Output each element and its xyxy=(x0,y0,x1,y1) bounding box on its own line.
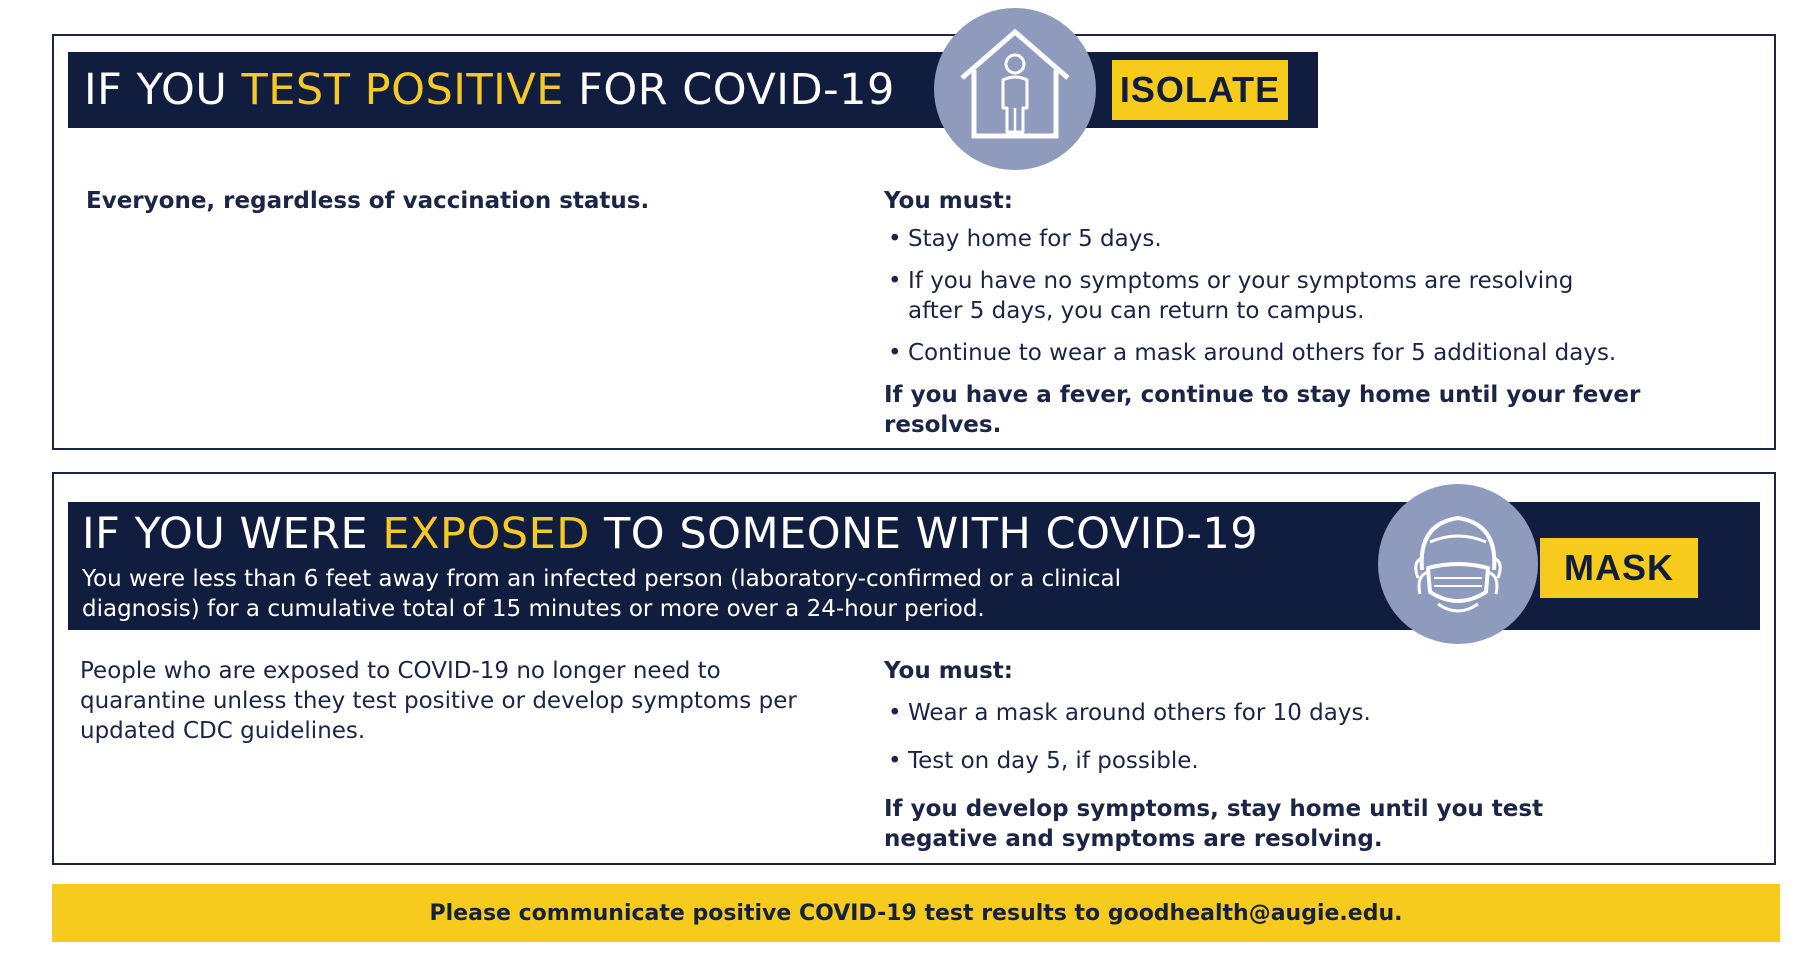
headline-highlight: EXPOSED xyxy=(382,509,590,559)
exposed-card xyxy=(52,472,1776,865)
list-item: • Stay home for 5 days. xyxy=(884,224,1764,254)
list-item: • Continue to wear a mask around others for 5 additional days. xyxy=(884,338,1764,368)
positive-who-text: Everyone, regardless of vaccination status. xyxy=(86,188,650,214)
mask-tag: MASK xyxy=(1540,538,1698,598)
exposed-who-text: People who are exposed to COVID-19 no longer need to quarantine unless they test positive or develop symptoms per updated CDC guidelines. xyxy=(80,658,797,744)
must-label: You must: xyxy=(884,658,1013,684)
exposed-actions xyxy=(884,656,1754,854)
headline-highlight: TEST POSITIVE xyxy=(241,65,564,115)
headline-text: IF YOU xyxy=(84,65,242,115)
exposed-closing-note: If you develop symptoms, stay home until you test negative and symptoms are resolving. xyxy=(884,796,1544,852)
house-person-icon xyxy=(934,8,1096,170)
list-item: • Wear a mask around others for 10 days. xyxy=(884,698,1754,728)
must-label: You must: xyxy=(884,188,1013,214)
test-positive-card xyxy=(52,34,1776,450)
footer-text: Please communicate positive COVID-19 test results to goodhealth@augie.edu. xyxy=(429,900,1403,926)
list-item: • If you have no symptoms or your symptoms are resolving after 5 days, you can return to campus. xyxy=(884,266,1584,326)
positive-bullet-list xyxy=(884,224,1764,368)
headline-text: TO SOMEONE WITH COVID-19 xyxy=(589,509,1259,559)
test-positive-banner xyxy=(68,52,1318,128)
footer-banner xyxy=(52,884,1780,942)
exposed-headline xyxy=(82,508,1258,560)
positive-closing-note: If you have a fever, continue to stay home until your fever resolves. xyxy=(884,382,1641,438)
face-mask-icon xyxy=(1378,484,1538,644)
headline-text: IF YOU WERE xyxy=(82,509,383,559)
test-positive-headline xyxy=(84,64,895,116)
headline-text: FOR COVID-19 xyxy=(563,65,895,115)
list-item: • Test on day 5, if possible. xyxy=(884,746,1754,776)
isolate-tag: ISOLATE xyxy=(1112,60,1288,120)
exposed-definition: You were less than 6 feet away from an infected person (laboratory-confirmed or a clinical diagnosis) for a cumulative total of 15 minutes or more over a 24-hour period. xyxy=(82,566,1122,622)
positive-actions xyxy=(884,186,1764,440)
exposed-bullet-list xyxy=(884,698,1754,776)
